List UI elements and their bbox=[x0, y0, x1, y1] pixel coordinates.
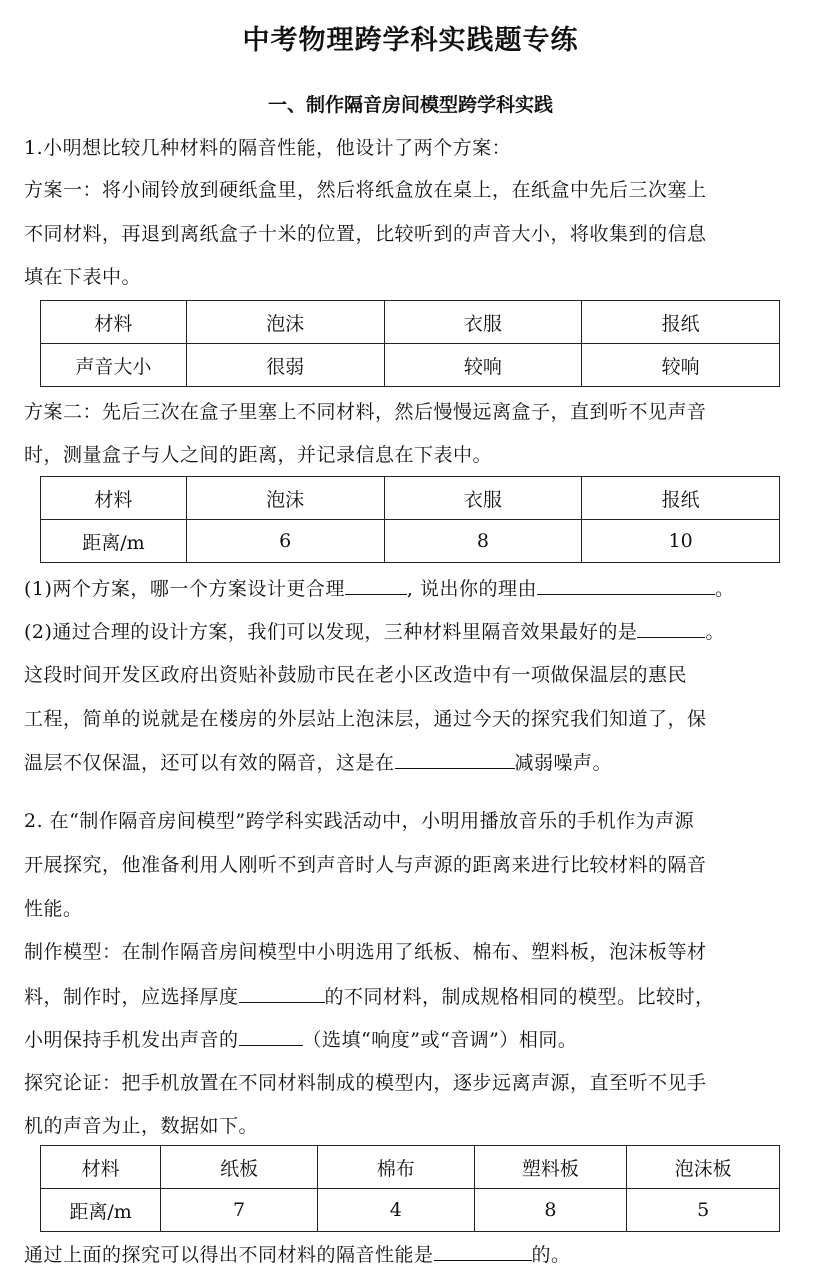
punctuation: 。 bbox=[715, 578, 735, 600]
section-heading: 一、制作隔音房间模型跨学科实践 bbox=[267, 94, 553, 116]
page-title: 中考物理跨学科实践题专练 bbox=[242, 25, 579, 56]
table-cell: 泡沫 bbox=[186, 301, 384, 344]
sub-question-2 bbox=[24, 617, 804, 646]
table-cell: 报纸 bbox=[582, 301, 780, 344]
conclusion-text: 通过上面的探究可以得出不同材料的隔音性能是 bbox=[24, 1244, 434, 1266]
table-cell: 塑料板 bbox=[474, 1146, 627, 1189]
sub-question-1-text: (1)两个方案，哪一个方案设计更合理 bbox=[24, 578, 345, 600]
plan-a-line-1: 方案一：将小闹铃放到硬纸盒里，然后将纸盒放在桌上，在纸盒中先后三次塞上 bbox=[24, 179, 707, 201]
table-cell: 距离/m bbox=[41, 1189, 161, 1232]
table-plan-b bbox=[40, 476, 780, 563]
table-cell: 泡沫板 bbox=[627, 1146, 780, 1189]
table-cell: 较响 bbox=[582, 344, 780, 387]
table-row bbox=[41, 1146, 780, 1189]
model-line-2 bbox=[24, 982, 804, 1011]
model-text: 小明保持手机发出声音的 bbox=[24, 1029, 239, 1051]
table-cell: 衣服 bbox=[384, 477, 582, 520]
table-cell: 材料 bbox=[41, 477, 187, 520]
paragraph-line-1: 这段时间开发区政府出资贴补鼓励市民在老小区改造中有一项做保温层的惠民 bbox=[24, 664, 688, 686]
table-cell: 纸板 bbox=[161, 1146, 318, 1189]
table-cell: 材料 bbox=[41, 1146, 161, 1189]
q2-intro-line-3: 性能。 bbox=[24, 898, 83, 920]
paragraph-text: 温层不仅保温，还可以有效的隔音，这是在 bbox=[24, 752, 395, 774]
table-materials bbox=[40, 1145, 780, 1232]
answer-blank[interactable] bbox=[239, 982, 325, 1003]
answer-blank[interactable] bbox=[537, 574, 715, 595]
sub-question-2-text: (2)通过合理的设计方案，我们可以发现，三种材料里隔音效果最好的是 bbox=[24, 621, 638, 643]
table-cell: 报纸 bbox=[582, 477, 780, 520]
table-cell: 6 bbox=[186, 520, 384, 563]
model-text: （选填“响度”或“音调”）相同。 bbox=[302, 1029, 578, 1051]
table-cell: 10 bbox=[582, 520, 780, 563]
answer-blank[interactable] bbox=[434, 1240, 532, 1261]
plan-a-line-3: 填在下表中。 bbox=[24, 266, 142, 288]
table-cell: 衣服 bbox=[384, 301, 582, 344]
table-row bbox=[41, 1189, 780, 1232]
sub-question-1 bbox=[24, 574, 804, 603]
model-line-1: 制作模型：在制作隔音房间模型中小明选用了纸板、棉布、塑料板，泡沫板等材 bbox=[24, 941, 707, 963]
sub-question-1-reason: , 说出你的理由 bbox=[406, 578, 538, 600]
table-cell: 4 bbox=[317, 1189, 474, 1232]
paragraph-line-2: 工程，简单的说就是在楼房的外层站上泡沫层，通过今天的探究我们知道了，保 bbox=[24, 708, 707, 730]
plan-b-line-1: 方案二：先后三次在盒子里塞上不同材料，然后慢慢远离盒子，直到听不见声音 bbox=[24, 401, 707, 423]
table-row bbox=[41, 477, 780, 520]
model-text: 的不同材料，制成规格相同的模型。比较时， bbox=[324, 986, 715, 1008]
plan-a-line-2: 不同材料，再退到离纸盒子十米的位置，比较听到的声音大小，将收集到的信息 bbox=[24, 223, 707, 245]
table-plan-a bbox=[40, 300, 780, 387]
explore-line-1: 探究论证：把手机放置在不同材料制成的模型内，逐步远离声源，直至听不见手 bbox=[24, 1072, 707, 1094]
model-line-3 bbox=[24, 1025, 804, 1054]
table-row bbox=[41, 520, 780, 563]
table-row bbox=[41, 301, 780, 344]
conclusion-text: 的。 bbox=[531, 1244, 571, 1266]
table-cell: 棉布 bbox=[317, 1146, 474, 1189]
paragraph-line-3 bbox=[24, 748, 804, 777]
table-cell: 7 bbox=[161, 1189, 318, 1232]
table-cell: 很弱 bbox=[186, 344, 384, 387]
paragraph-text: 减弱噪声。 bbox=[514, 752, 613, 774]
q2-intro-line-2: 开展探究，他准备利用人刚听不到声音时人与声源的距离来进行比较材料的隔音 bbox=[24, 854, 707, 876]
plan-b-line-2: 时，测量盒子与人之间的距离，并记录信息在下表中。 bbox=[24, 444, 493, 466]
table-cell: 距离/m bbox=[41, 520, 187, 563]
table-row bbox=[41, 344, 780, 387]
table-cell: 泡沫 bbox=[186, 477, 384, 520]
q1-intro: 1.小明想比较几种材料的隔音性能，他设计了两个方案： bbox=[24, 137, 512, 159]
model-text: 料，制作时，应选择厚度 bbox=[24, 986, 239, 1008]
answer-blank[interactable] bbox=[239, 1025, 303, 1046]
answer-blank[interactable] bbox=[345, 574, 407, 595]
answer-blank[interactable] bbox=[637, 617, 705, 638]
table-cell: 5 bbox=[627, 1189, 780, 1232]
table-cell: 材料 bbox=[41, 301, 187, 344]
explore-line-2: 机的声音为止，数据如下。 bbox=[24, 1115, 259, 1137]
punctuation: 。 bbox=[705, 621, 725, 643]
answer-blank[interactable] bbox=[395, 748, 515, 769]
table-cell: 8 bbox=[474, 1189, 627, 1232]
q2-intro-line-1: 2. 在“制作隔音房间模型”跨学科实践活动中，小明用播放音乐的手机作为声源 bbox=[24, 810, 695, 832]
table-cell: 较响 bbox=[384, 344, 582, 387]
table-cell: 8 bbox=[384, 520, 582, 563]
table-cell: 声音大小 bbox=[41, 344, 187, 387]
conclusion-line bbox=[24, 1240, 804, 1269]
